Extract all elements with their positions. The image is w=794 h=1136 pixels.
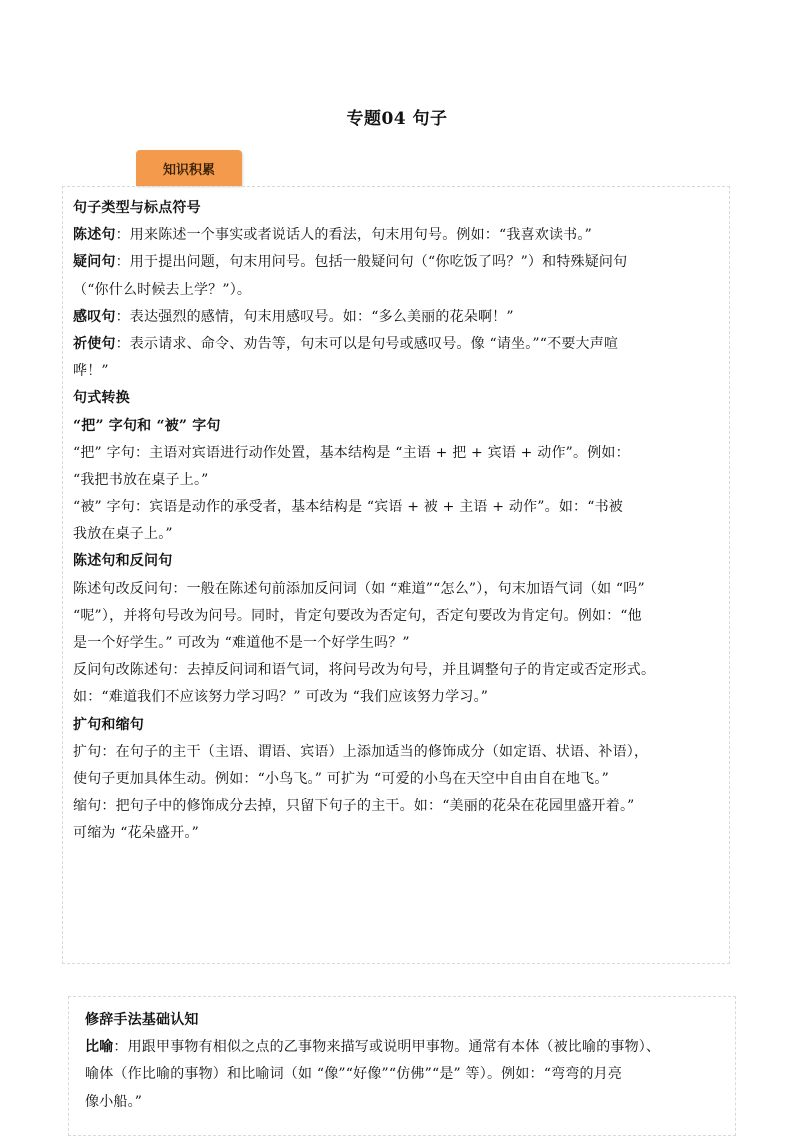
line-text: “把” 字句：主语对宾语进行动作处置，基本结构是 “主语 + 把 + 宾语 + 动作”。例如： [73, 444, 630, 461]
line-text: （“你什么时候去上学？”）。 [73, 281, 252, 298]
line-text: 可缩为 “花朵盛开。” [73, 825, 199, 842]
text-line [73, 630, 719, 657]
line-text: “我把书放在桌子上。” [73, 471, 209, 488]
text-line [73, 385, 719, 412]
text-line [73, 521, 719, 548]
text-line [73, 576, 719, 603]
line-text: ：用来陈述一个事实或者说话人的看法，句末用句号。例如：“我喜欢读书。” [115, 227, 592, 244]
bold-term: 句子类型与标点符号 [73, 200, 201, 216]
text-line [85, 1034, 725, 1061]
text-line [73, 657, 719, 684]
text-line [73, 603, 719, 630]
line-text: ：用于提出问题，句末用问号。包括一般疑问句（“你吃饭了吗？”）和特殊疑问句 [115, 254, 628, 271]
text-line [73, 494, 719, 521]
line-text: “被” 字句：宾语是动作的承受者，基本结构是 “宾语 + 被 + 主语 + 动作”。如：“书被 [73, 499, 623, 516]
text-line [73, 739, 719, 766]
line-text: 像小船。” [85, 1093, 143, 1110]
text-line [85, 1089, 725, 1116]
line-text: 哗！” [73, 363, 109, 380]
text-line [73, 331, 719, 358]
line-text: 是一个好学生。” 可改为 “难道他不是一个好学生吗？” [73, 635, 410, 651]
line-text: 缩句：把句子中的修饰成分去掉，只留下句子的主干。如：“美丽的花朵在花园里盛开着。” [73, 798, 635, 815]
text-line [73, 766, 719, 793]
knowledge-box [62, 186, 730, 964]
rhetoric-box [68, 996, 736, 1136]
text-line [73, 712, 719, 739]
bold-term: 陈述句 [73, 227, 116, 244]
text-line [73, 304, 719, 331]
bold-term: 感叹句 [73, 308, 116, 325]
text-line [73, 358, 719, 385]
bold-term: 陈述句和反问句 [73, 553, 173, 570]
line-text: ：表达强烈的感情，句末用感叹号。如：“多么美丽的花朵啊！” [115, 308, 514, 325]
line-text: ：表示请求、命令、劝告等，句末可以是句号或感叹号。像 “请坐。”“不要大声喧 [115, 335, 619, 352]
bold-term: 扩句和缩句 [73, 716, 144, 733]
line-text: 喻体（作比喻的事物）和比喻词（如 “像”“好像”“仿佛”“是” 等）。例如：“弯弯的月亮 [85, 1066, 623, 1083]
bold-term: 疑问句 [73, 254, 116, 271]
line-text: 陈述句改反问句：一般在陈述句前添加反问词（如 “难道”“怎么”），句末加语气词（如 “吗” [73, 580, 645, 597]
line-text: 扩句：在句子的主干（主语、谓语、宾语）上添加适当的修饰成分（如定语、状语、补语）， [73, 743, 649, 760]
text-line [73, 548, 719, 575]
text-line [73, 820, 719, 847]
line-text: 使句子更加具体生动。例如：“小鸟飞。” 可扩为 “可爱的小鸟在天空中自由自在地飞。” [73, 770, 609, 787]
text-line [85, 1007, 725, 1034]
page-title: 专题04 句子 [346, 109, 448, 129]
text-line [73, 440, 719, 467]
text-line [73, 467, 719, 494]
line-text: ：用跟甲事物有相似之点的乙事物来描写或说明甲事物。通常有本体（被比喻的事物）、 [113, 1039, 661, 1056]
text-line [73, 413, 719, 440]
text-line [73, 684, 719, 711]
bold-term: 句式转换 [73, 390, 130, 407]
text-line [73, 195, 719, 222]
text-line [73, 249, 719, 276]
text-line [73, 277, 719, 304]
line-text: 反问句改陈述句：去掉反问词和语气词，将问号改为句号，并且调整句子的肯定或否定形式。 [73, 662, 656, 679]
bold-term: 比喻 [85, 1039, 114, 1056]
bold-term: 祈使句 [73, 335, 116, 352]
bold-term: 修辞手法基础认知 [85, 1012, 199, 1028]
section-tab: 知识积累 [136, 150, 242, 186]
text-line [85, 1061, 725, 1088]
line-text: “呢”），并将句号改为问号。同时，肯定句要改为否定句，否定句要改为肯定句。例如：“他 [73, 607, 642, 624]
text-line [73, 793, 719, 820]
text-line [73, 222, 719, 249]
bold-term: “把” 字句和 “被” 字句 [73, 417, 221, 434]
line-text: 如：“难道我们不应该努力学习吗？” 可改为 “我们应该努力学习。” [73, 689, 489, 706]
line-text: 我放在桌子上。” [73, 526, 173, 543]
